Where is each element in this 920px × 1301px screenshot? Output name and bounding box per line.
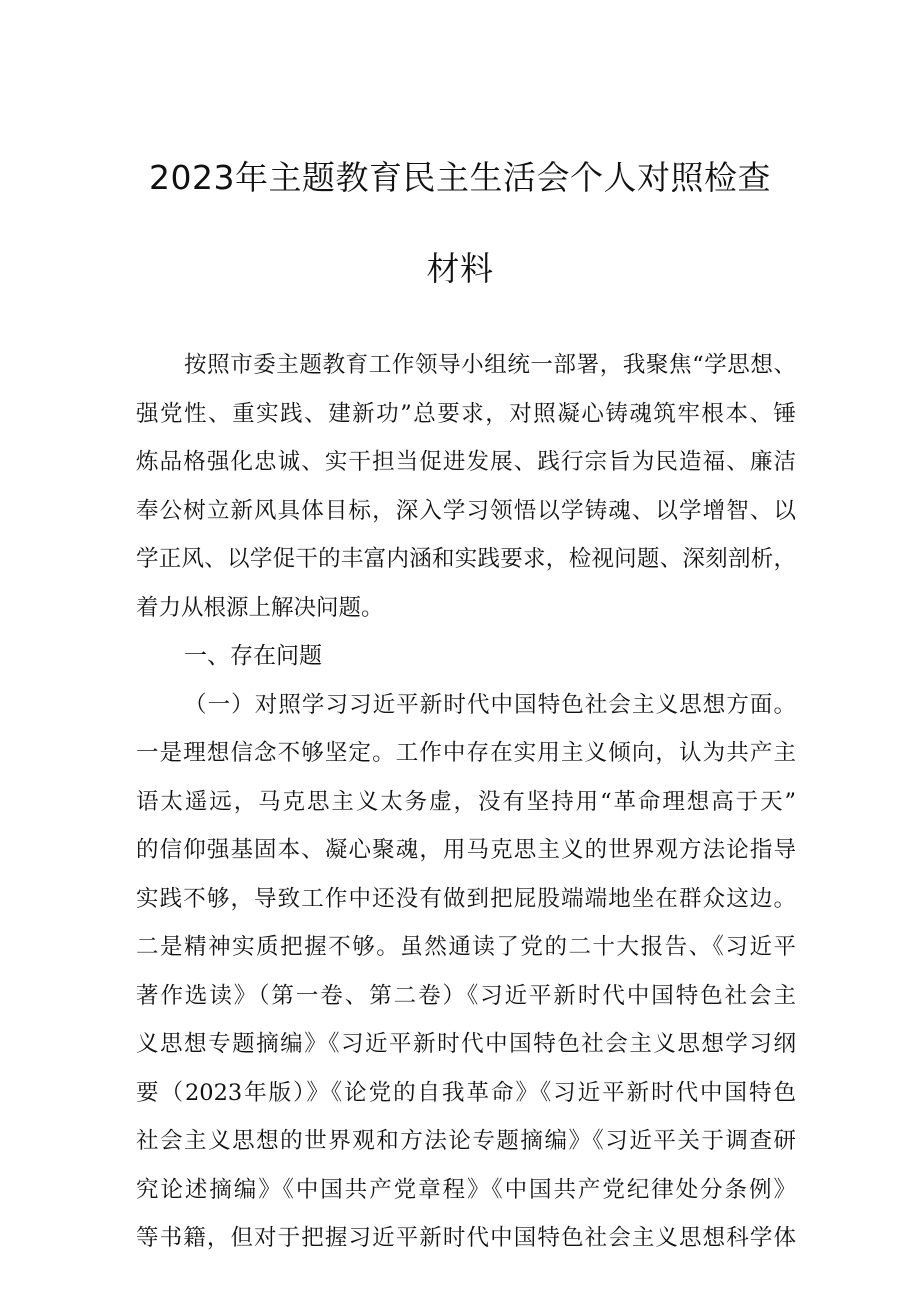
body-paragraph-line: （一）对照学习习近平新时代中国特色社会主义思想方面。 <box>184 692 796 718</box>
intro-paragraph-line: 着力从根源上解决问题。 <box>136 595 384 621</box>
body-paragraph-line: 一是理想信念不够坚定。工作中存在实用主义倾向，认为共产主 <box>136 740 796 766</box>
body-paragraph-line: 究论述摘编》《中国共产党章程》《中国共产党纪律处分条例》 <box>136 1177 796 1203</box>
intro-paragraph-line: 炼品格强化忠诚、实干担当促进发展、践行宗旨为民造福、廉洁 <box>136 449 796 475</box>
intro-paragraph-line: 强党性、重实践、建新功”总要求，对照凝心铸魂筑牢根本、锤 <box>136 401 796 427</box>
body-paragraph-line: 社会主义思想的世界观和方法论专题摘编》《习近平关于调查研 <box>136 1128 796 1154</box>
document-title-line-1: 2023年主题教育民主生活会个人对照检查 <box>149 158 771 197</box>
body-paragraph-line: 等书籍，但对于把握习近平新时代中国特色社会主义思想科学体 <box>136 1225 796 1251</box>
body-paragraph-line: 语太遥远，马克思主义太务虚，没有坚持用“革命理想高于天” <box>136 789 796 815</box>
body-paragraph-line: 义思想专题摘编》《习近平新时代中国特色社会主义思想学习纲 <box>136 1031 796 1057</box>
intro-paragraph-line: 按照市委主题教育工作领导小组统一部署，我聚焦“学思想、 <box>184 352 796 378</box>
body-paragraph-line: 的信仰强基固本、凝心聚魂，用马克思主义的世界观方法论指导 <box>136 837 796 863</box>
body-paragraph-line: 二是精神实质把握不够。虽然通读了党的二十大报告、《习近平 <box>136 934 796 960</box>
body-paragraph-line: 实践不够，导致工作中还没有做到把屁股端端地坐在群众这边。 <box>136 886 796 912</box>
section-heading: 一、存在问题 <box>184 643 322 669</box>
intro-paragraph-line: 学正风、以学促干的丰富内涵和实践要求，检视问题、深刻剖析， <box>136 546 796 572</box>
body-paragraph-line: 要（2023年版）》《论党的自我革命》《习近平新时代中国特色 <box>136 1080 796 1106</box>
document-title-line-2: 材料 <box>426 249 494 288</box>
intro-paragraph-line: 奉公树立新风具体目标，深入学习领悟以学铸魂、以学增智、以 <box>136 498 796 524</box>
body-paragraph-line: 著作选读》（第一卷、第二卷）《习近平新时代中国特色社会主 <box>136 983 796 1009</box>
